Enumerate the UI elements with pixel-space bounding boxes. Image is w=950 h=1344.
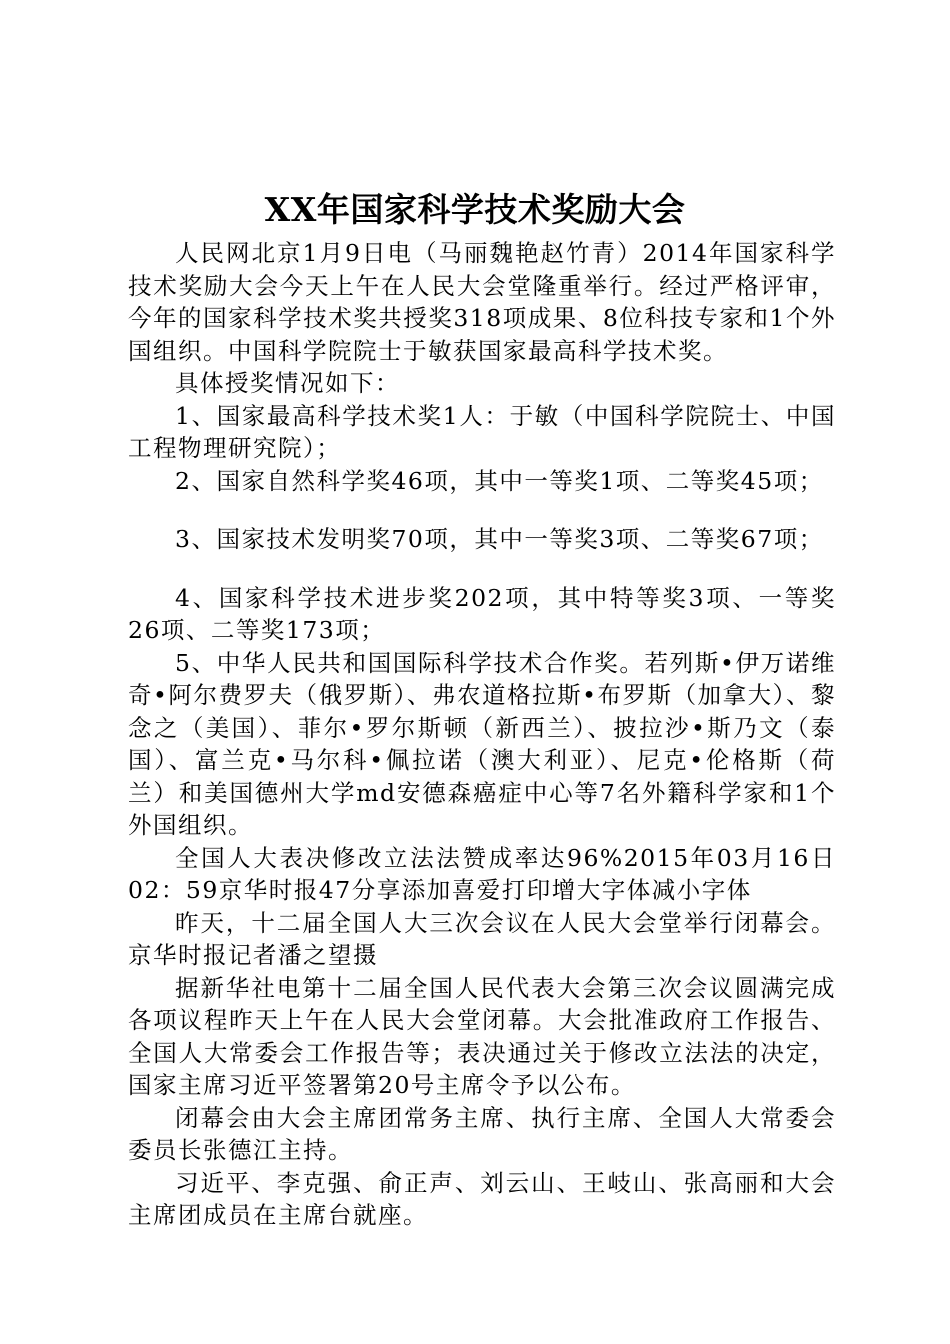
document-title: XX年国家科学技术奖励大会 [264,190,686,229]
paragraph-news-headline: 全国人大表决修改立法法赞成率达96%2015年03月16日02：59京华时报47分享添加喜爱打印增大字体减小字体 [128,843,836,904]
paragraph-award-5: 5、中华人民共和国国际科学技术合作奖。若列斯•伊万诺维奇•阿尔费罗夫（俄罗斯）、弗农道格拉斯•布罗斯（加拿大）、黎念之（美国）、菲尔•罗尔斯顿（新西兰）、披拉沙•斯乃文（泰国）、富兰克•马尔科•佩拉诺（澳大利亚）、尼克•伦格斯（荷兰）和美国德州大学md安德森癌症中心等7名外籍科学家和1个外国组织。 [128,648,836,839]
paragraph-intro: 人民网北京1月9日电（马丽魏艳赵竹青）2014年国家科学技术奖励大会今天上午在人民大会堂隆重举行。经过严格评审，今年的国家科学技术奖共授奖318项成果、8位科技专家和1个外国组织。中国科学院院士于敏获国家最高科学技术奖。 [128,239,836,365]
paragraph-award-summary: 具体授奖情况如下： [175,369,400,397]
paragraph-award-1: 1、国家最高科学技术奖1人：于敏（中国科学院院士、中国工程物理研究院）； [128,401,836,462]
paragraph-award-2: 2、国家自然科学奖46项，其中一等奖1项、二等奖45项； [175,466,824,495]
document-body [128,237,836,1232]
paragraph-award-3: 3、国家技术发明奖70项，其中一等奖3项、二等奖67项； [175,525,824,553]
paragraph-chair: 闭幕会由大会主席团常务主席、执行主席、全国人大常委会委员长张德江主持。 [128,1103,836,1164]
paragraph-photo-caption: 昨天，十二届全国人大三次会议在人民大会堂举行闭幕会。京华时报记者潘之望摄 [128,908,836,969]
paragraph-award-4: 4、国家科学技术进步奖202项，其中特等奖3项、一等奖26项、二等奖173项； [128,583,836,644]
paragraph-xinhua-report: 据新华社电第十二届全国人民代表大会第三次会议圆满完成各项议程昨天上午在人民大会堂闭幕。大会批准政府工作报告、全国人大常委会工作报告等；表决通过关于修改立法法的决定，国家主席习近平签署第20号主席令予以公布。 [128,973,836,1099]
paragraph-seated: 习近平、李克强、俞正声、刘云山、王岐山、张高丽和大会主席团成员在主席台就座。 [128,1168,836,1229]
